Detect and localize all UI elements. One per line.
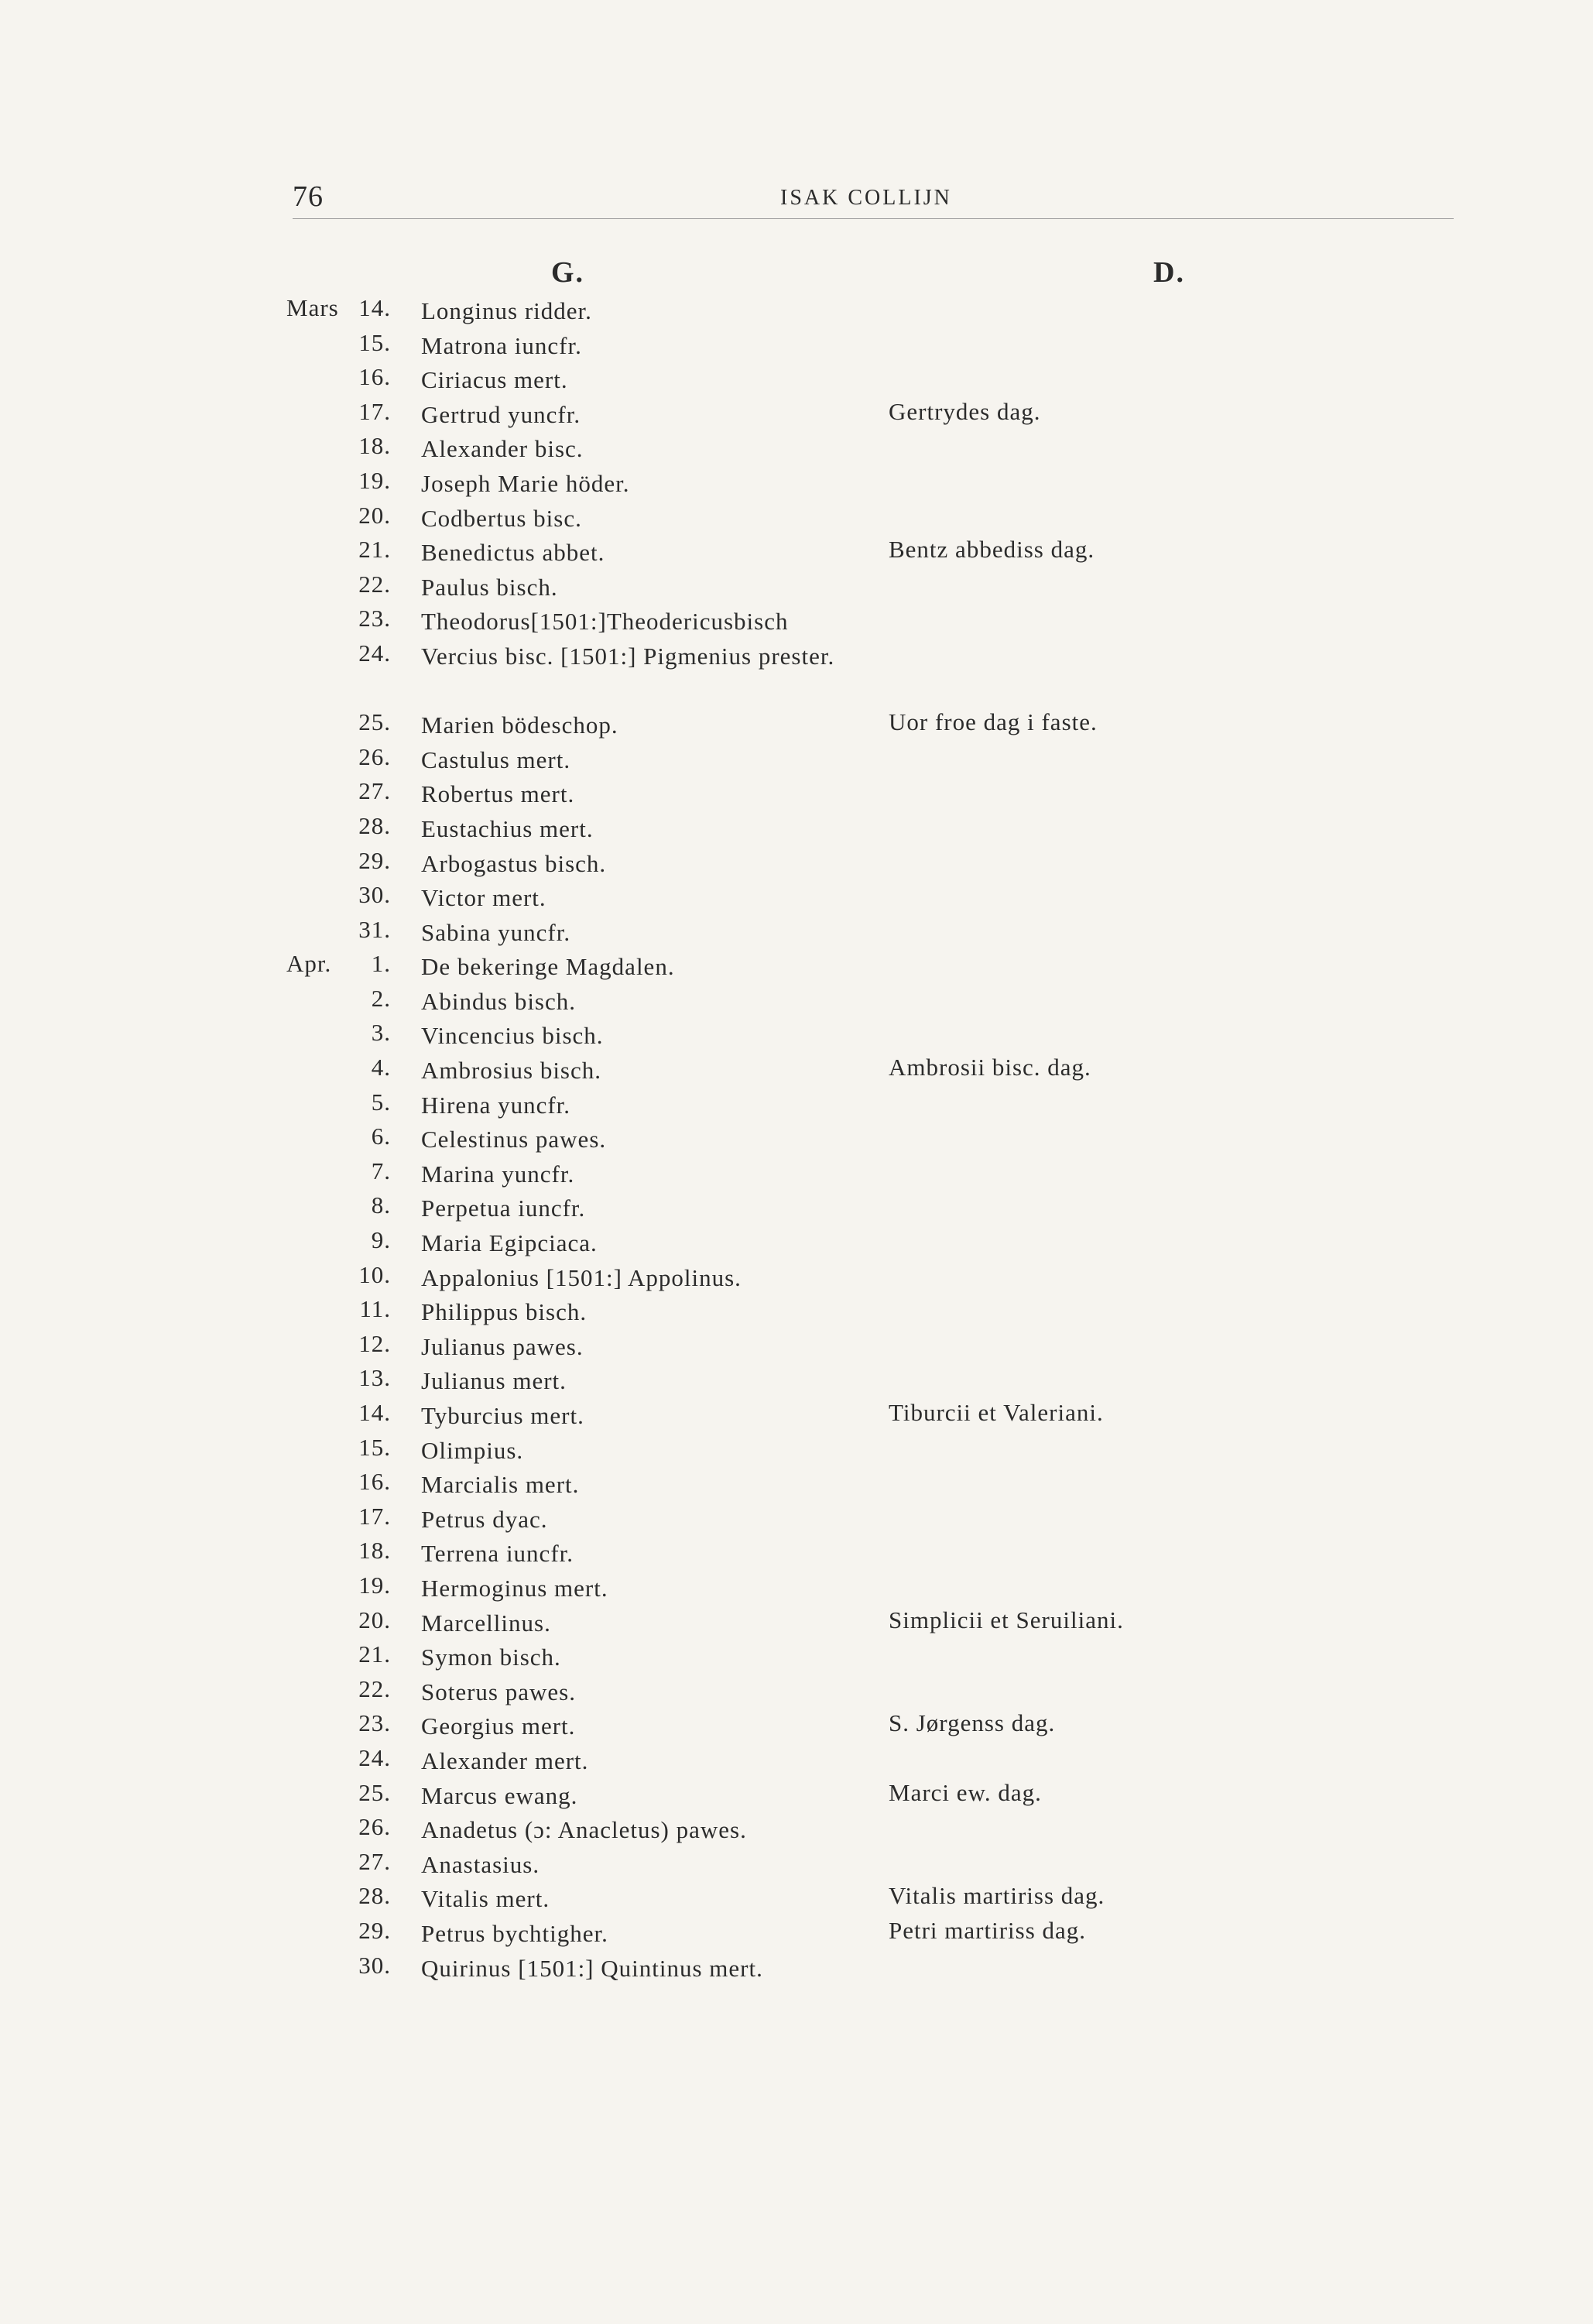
saint-entry: Marien bödeschop. — [421, 711, 618, 739]
danish-entry: Vitalis martiriss dag. — [889, 1882, 1105, 1910]
calendar-row — [0, 605, 1593, 639]
day-number: 9. — [371, 1226, 391, 1254]
saint-entry: Vincencius bisch. — [421, 1022, 604, 1050]
day-number: 27. — [358, 1847, 391, 1875]
day-number: 2. — [371, 984, 391, 1012]
saint-entry: Paulus bisch. — [421, 573, 558, 601]
calendar-row — [0, 1848, 1593, 1883]
calendar-row — [0, 536, 1593, 571]
danish-entry: Marci ew. dag. — [889, 1778, 1042, 1806]
calendar-row — [0, 1157, 1593, 1192]
day-number: 15. — [358, 1433, 391, 1461]
day-number: 22. — [358, 570, 391, 598]
day-number: 14. — [358, 1399, 391, 1426]
day-number: 17. — [358, 397, 391, 425]
calendar-row — [0, 847, 1593, 882]
calendar-row — [0, 812, 1593, 847]
column-heading-d: D. — [1153, 256, 1185, 289]
calendar-entries — [0, 294, 1593, 1986]
running-title: ISAK COLLIJN — [780, 186, 952, 210]
column-heading-g: G. — [551, 256, 585, 289]
saint-entry: Anadetus (ɔ: Anacletus) pawes. — [421, 1816, 747, 1844]
saint-entry: Olimpius. — [421, 1436, 524, 1464]
saint-entry: Soterus pawes. — [421, 1678, 576, 1705]
saint-entry: Maria Egipciaca. — [421, 1229, 598, 1257]
calendar-row — [0, 398, 1593, 433]
calendar-row — [0, 467, 1593, 502]
calendar-row — [0, 1261, 1593, 1296]
day-number: 23. — [358, 605, 391, 632]
day-number: 21. — [358, 536, 391, 564]
saint-entry: Ciriacus mert. — [421, 366, 568, 394]
saint-entry: Julianus mert. — [421, 1367, 567, 1395]
day-number: 4. — [371, 1054, 391, 1081]
page-number: 76 — [293, 180, 324, 213]
saint-entry: Marina yuncfr. — [421, 1160, 575, 1188]
danish-entry: Ambrosii bisc. dag. — [889, 1054, 1091, 1081]
calendar-row — [0, 777, 1593, 812]
saint-entry: Petrus dyac. — [421, 1505, 548, 1533]
day-number: 7. — [371, 1157, 391, 1184]
saint-entry: Tyburcius mert. — [421, 1402, 584, 1429]
calendar-row — [0, 571, 1593, 605]
calendar-row — [0, 1295, 1593, 1330]
day-number: 25. — [358, 708, 391, 736]
calendar-row — [0, 1468, 1593, 1503]
calendar-row — [0, 1572, 1593, 1606]
calendar-row — [0, 916, 1593, 951]
saint-entry: Philippus bisch. — [421, 1298, 588, 1326]
saint-entry: Marcialis mert. — [421, 1471, 580, 1499]
calendar-row — [0, 1503, 1593, 1537]
saint-entry: Vitalis mert. — [421, 1885, 550, 1913]
calendar-row — [0, 1606, 1593, 1641]
month-label: Mars — [286, 294, 339, 321]
danish-entry: Bentz abbediss dag. — [889, 536, 1095, 564]
saint-entry: Marcellinus. — [421, 1609, 551, 1637]
calendar-row — [0, 329, 1593, 364]
calendar-row — [0, 1330, 1593, 1365]
day-number: 18. — [358, 1537, 391, 1565]
saint-entry: Alexander mert. — [421, 1746, 589, 1774]
calendar-row — [0, 1640, 1593, 1675]
saint-entry: Petrus bychtigher. — [421, 1919, 608, 1947]
calendar-row — [0, 1364, 1593, 1399]
month-label: Apr. — [286, 950, 332, 978]
day-number: 29. — [358, 1916, 391, 1944]
saint-entry: Longinus ridder. — [421, 297, 592, 324]
danish-entry: S. Jørgenss dag. — [889, 1709, 1056, 1737]
danish-entry: Tiburcii et Valeriani. — [889, 1399, 1104, 1426]
calendar-row — [0, 1779, 1593, 1814]
day-number: 20. — [358, 501, 391, 529]
saint-entry: Anastasius. — [421, 1850, 540, 1878]
day-number: 3. — [371, 1019, 391, 1047]
saint-entry: Theodorus[1501:]Theodericusbisch — [421, 608, 789, 636]
day-number: 11. — [359, 1295, 391, 1323]
day-number: 26. — [358, 742, 391, 770]
day-number: 19. — [358, 1571, 391, 1599]
calendar-row — [0, 708, 1593, 743]
saint-entry: Alexander bisc. — [421, 435, 584, 463]
day-number: 23. — [358, 1709, 391, 1737]
calendar-row — [0, 363, 1593, 398]
saint-entry: Benedictus abbet. — [421, 539, 605, 567]
danish-entry: Petri martiriss dag. — [889, 1916, 1087, 1944]
saint-entry: Castulus mert. — [421, 746, 571, 773]
calendar-row — [0, 1088, 1593, 1123]
saint-entry: Sabina yuncfr. — [421, 918, 571, 946]
calendar-row — [0, 1882, 1593, 1917]
saint-entry: Gertrud yuncfr. — [421, 400, 581, 428]
calendar-row — [0, 639, 1593, 708]
day-number: 19. — [358, 466, 391, 494]
saint-entry: Abindus bisch. — [421, 987, 576, 1015]
danish-entry: Uor froe dag i faste. — [889, 708, 1098, 736]
calendar-row — [0, 1191, 1593, 1226]
day-number: 24. — [358, 1743, 391, 1771]
saint-entry: Arbogastus bisch. — [421, 849, 607, 877]
calendar-row — [0, 1675, 1593, 1710]
calendar-row — [0, 1952, 1593, 1986]
day-number: 13. — [358, 1364, 391, 1392]
saint-entry: Robertus mert. — [421, 780, 575, 808]
day-number: 30. — [358, 1951, 391, 1979]
saint-entry: Marcus ewang. — [421, 1781, 578, 1809]
day-number: 17. — [358, 1502, 391, 1530]
saint-entry: Quirinus [1501:] Quintinus mert. — [421, 1954, 763, 1982]
day-number: 26. — [358, 1813, 391, 1841]
day-number: 16. — [358, 363, 391, 391]
day-number: 14. — [358, 294, 391, 321]
day-number: 30. — [358, 881, 391, 909]
saint-entry: Terrena iuncfr. — [421, 1540, 574, 1568]
saint-entry: Appalonius [1501:] Appolinus. — [421, 1263, 742, 1291]
danish-entry: Gertrydes dag. — [889, 397, 1041, 425]
calendar-row — [0, 1123, 1593, 1157]
calendar-row — [0, 1537, 1593, 1572]
saint-entry: Celestinus pawes. — [421, 1126, 607, 1153]
saint-entry: Victor mert. — [421, 884, 546, 912]
day-number: 28. — [358, 811, 391, 839]
calendar-row — [0, 294, 1593, 329]
calendar-row — [0, 1917, 1593, 1952]
day-number: 31. — [358, 915, 391, 943]
saint-entry: Codbertus bisc. — [421, 504, 582, 532]
calendar-row — [0, 950, 1593, 985]
day-number: 8. — [371, 1191, 391, 1219]
calendar-row — [0, 1434, 1593, 1469]
day-number: 20. — [358, 1606, 391, 1633]
page-header — [293, 180, 1454, 219]
day-number: 25. — [358, 1778, 391, 1806]
day-number: 1. — [371, 950, 391, 978]
calendar-row — [0, 1019, 1593, 1054]
day-number: 29. — [358, 846, 391, 874]
saint-entry: Symon bisch. — [421, 1644, 561, 1671]
calendar-row — [0, 1399, 1593, 1434]
day-number: 12. — [358, 1329, 391, 1357]
calendar-row — [0, 1813, 1593, 1848]
saint-entry: Hirena yuncfr. — [421, 1091, 571, 1119]
calendar-row — [0, 432, 1593, 467]
saint-entry: Ambrosius bisch. — [421, 1057, 601, 1085]
calendar-row — [0, 1054, 1593, 1088]
saint-entry: Hermoginus mert. — [421, 1574, 608, 1602]
calendar-row — [0, 1226, 1593, 1261]
calendar-row — [0, 743, 1593, 778]
saint-entry: Matrona iuncfr. — [421, 331, 582, 359]
saint-entry: Perpetua iuncfr. — [421, 1195, 586, 1222]
day-number: 6. — [371, 1123, 391, 1150]
saint-entry: Vercius bisc. [1501:] Pigmenius prester. — [421, 642, 835, 670]
day-number: 21. — [358, 1640, 391, 1668]
day-number: 24. — [358, 639, 391, 667]
day-number: 22. — [358, 1674, 391, 1702]
day-number: 15. — [358, 328, 391, 356]
saint-entry: Georgius mert. — [421, 1712, 576, 1740]
day-number: 28. — [358, 1882, 391, 1910]
saint-entry: De bekeringe Magdalen. — [421, 953, 675, 981]
calendar-row — [0, 1709, 1593, 1744]
day-number: 10. — [358, 1260, 391, 1288]
day-number: 18. — [358, 432, 391, 460]
saint-entry: Julianus pawes. — [421, 1332, 584, 1360]
day-number: 5. — [371, 1088, 391, 1116]
calendar-row — [0, 881, 1593, 916]
calendar-row — [0, 1744, 1593, 1779]
day-number: 16. — [358, 1468, 391, 1496]
day-number: 27. — [358, 777, 391, 805]
saint-entry: Joseph Marie höder. — [421, 469, 630, 497]
calendar-row — [0, 985, 1593, 1020]
saint-entry: Eustachius mert. — [421, 814, 594, 842]
danish-entry: Simplicii et Seruiliani. — [889, 1606, 1124, 1633]
calendar-row — [0, 502, 1593, 536]
